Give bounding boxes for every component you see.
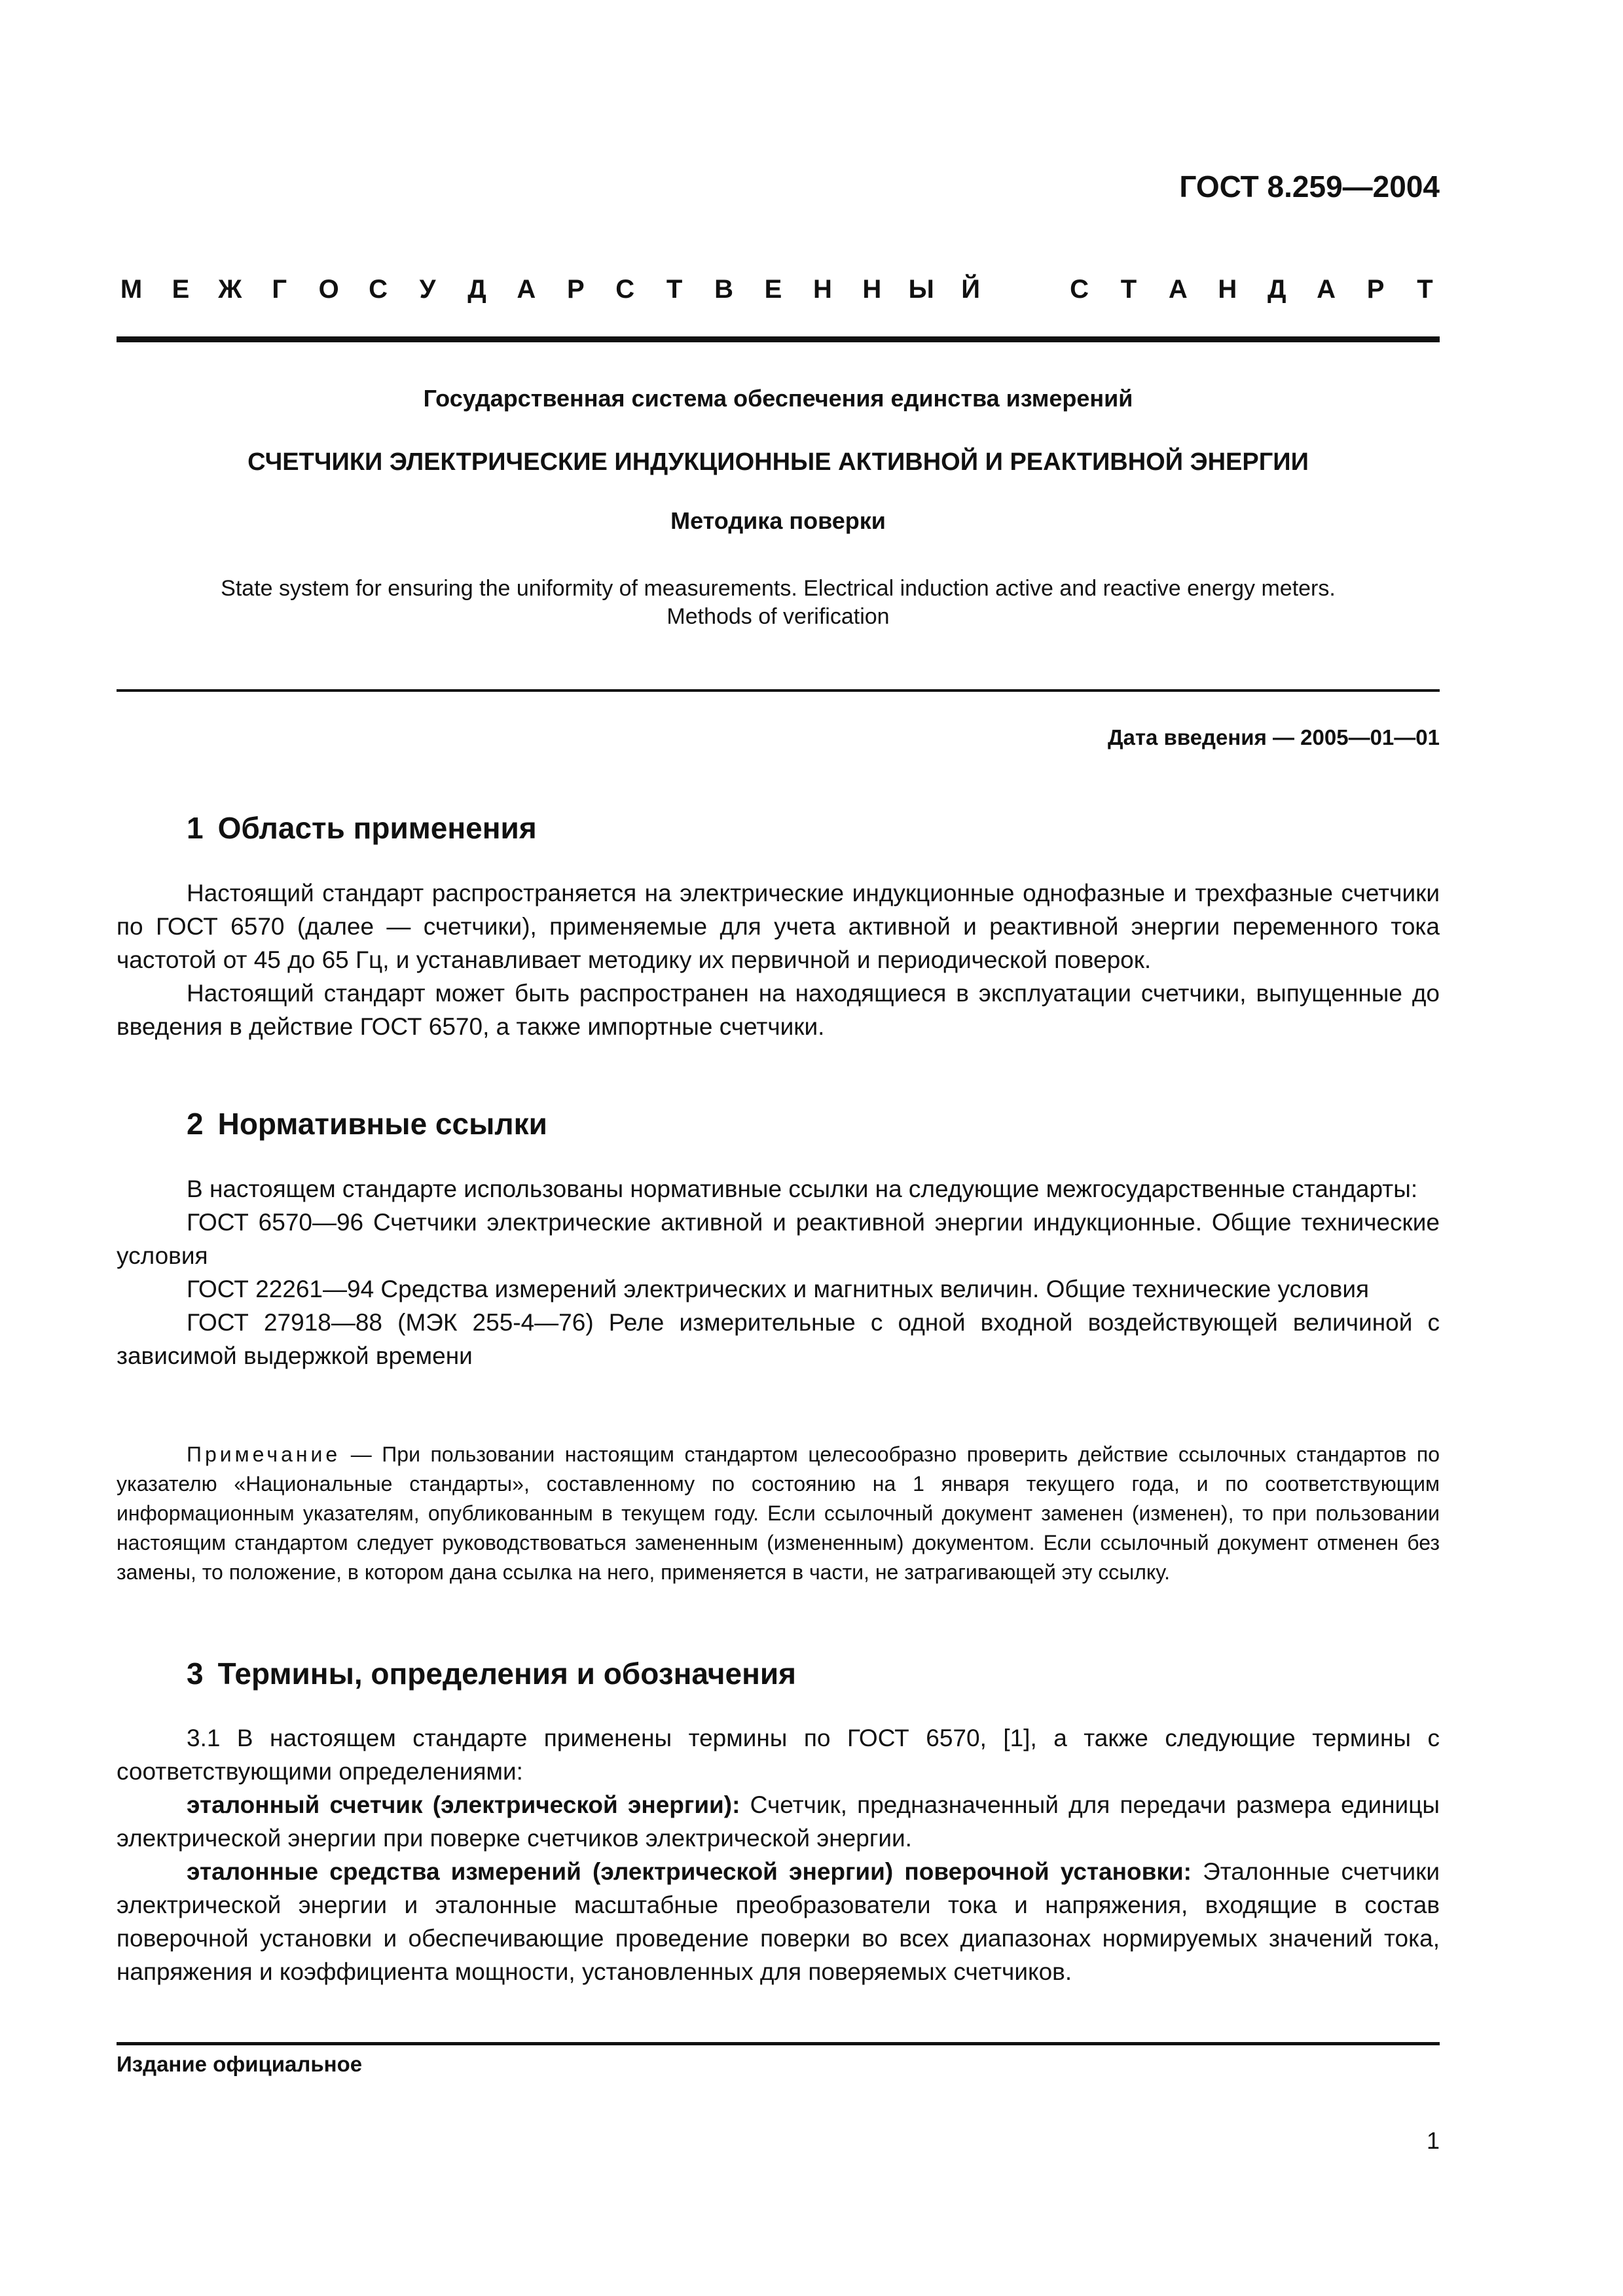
section-3-heading [187, 1656, 796, 1691]
system-title: Государственная система обеспечения единства измерений [423, 385, 1133, 412]
banner-letter: А [1317, 275, 1336, 304]
banner-letter: Р [1366, 275, 1385, 304]
term: эталонные средства измерений (электрической энергии) поверочной установки: [187, 1858, 1192, 1885]
banner-letter: С [369, 275, 388, 304]
english-title-line: Methods of verification [666, 604, 890, 629]
section-1-body [117, 876, 1440, 1043]
banner-letter: Г [272, 275, 287, 304]
introduction-date: Дата введения — 2005—01—01 [1108, 725, 1440, 749]
english-title-line: State system for ensuring the uniformity of measurements. Electrical induction active and reactive energy meters. [221, 576, 1336, 601]
banner-letter: У [419, 275, 436, 304]
term-definition [117, 1855, 1440, 1988]
banner-letter: Е [764, 275, 782, 304]
section-title: Термины, определения и обозначения [217, 1657, 796, 1691]
banner-letter: А [1168, 275, 1188, 304]
normative-reference: ГОСТ 22261—94 Средства измерений электрических и магнитных величин. Общие технические условия [187, 1276, 1370, 1302]
banner-word-gap [1006, 275, 1045, 304]
banner-letter: Е [172, 275, 190, 304]
page-number: 1 [1426, 2127, 1440, 2154]
banner-letter: Ж [218, 275, 242, 304]
standard-number: ГОСТ 8.259—2004 [1179, 170, 1440, 204]
section-3-body [117, 1721, 1440, 1988]
banner-letter: Н [862, 275, 882, 304]
banner-letter: А [517, 275, 536, 304]
section-number: 2 [187, 1107, 204, 1141]
banner-letter: Н [812, 275, 832, 304]
definition: Счетчик, предназначенный для передачи размера единицы электрической энергии при поверке счетчиков электрической энергии. [117, 1791, 1440, 1852]
banner-letter: Н [1218, 275, 1237, 304]
banner-letter: Т [1120, 275, 1137, 304]
banner-letter: Д [467, 275, 486, 304]
normative-reference: ГОСТ 27918—88 (МЭК 255-4—76) Реле измерительные с одной входной воздействующей величиной с зависимой выдержкой времени [117, 1309, 1440, 1369]
definition: Эталонные счетчики электрической энергии и эталонные масштабные преобразователи тока и напряжения, входящие в состав поверочной установки и обеспечивающие проведение поверки во всех диапазонах нормируемых значений тока, напряжения и коэффициента мощности, установленных для поверяемых счетчиков. [117, 1858, 1440, 1985]
banner-letter: Т [1417, 275, 1433, 304]
section-2-heading [187, 1106, 547, 1141]
banner-letter: С [615, 275, 635, 304]
banner-letter: М [120, 275, 143, 304]
banner-letter: В [714, 275, 733, 304]
paragraph: Настоящий стандарт распространяется на электрические индукционные однофазные и трехфазные счетчики по ГОСТ 6570 (далее — счетчики), применяемые для учета активной и реактивной энергии переменного тока частотой от 45 до 65 Гц, и устанавливает методику их первичной и периодической поверок. [117, 880, 1440, 973]
paragraph: 3.1 В настоящем стандарте применены термины по ГОСТ 6570, [1], а также следующие термины с соответствующими определениями: [117, 1725, 1440, 1785]
note-label: Примечание [187, 1443, 341, 1466]
section-title: Область применения [217, 811, 537, 845]
section-2-note [117, 1440, 1440, 1587]
footer-rule [117, 2042, 1440, 2045]
banner-letter: Т [666, 275, 683, 304]
banner-letter: Ы [908, 275, 934, 304]
banner-letter: С [1070, 275, 1089, 304]
section-number: 3 [187, 1657, 204, 1691]
edition-label: Издание официальное [117, 2052, 363, 2076]
document-subtitle: Методика поверки [670, 507, 886, 534]
document-title: СЧЕТЧИКИ ЭЛЕКТРИЧЕСКИЕ ИНДУКЦИОННЫЕ АКТИВНОЙ И РЕАКТИВНОЙ ЭНЕРГИИ [247, 448, 1309, 476]
term-definition [117, 1788, 1440, 1855]
english-title [117, 575, 1440, 631]
title-rule [117, 689, 1440, 692]
section-number: 1 [187, 811, 204, 845]
section-2-body [117, 1172, 1440, 1372]
paragraph: В настоящем стандарте использованы нормативные ссылки на следующие межгосударственные стандарты: [187, 1175, 1418, 1202]
banner-letter: Р [566, 275, 585, 304]
header-rule [117, 336, 1440, 342]
normative-reference: ГОСТ 6570—96 Счетчики электрические активной и реактивной энергии индукционные. Общие технические условия [117, 1209, 1440, 1269]
banner-letter: Д [1267, 275, 1286, 304]
section-1-heading [187, 810, 537, 846]
note-paragraph [117, 1440, 1440, 1587]
banner-letter: Й [961, 275, 981, 304]
banner-letter: О [318, 275, 339, 304]
term: эталонный счетчик (электрической энергии): [187, 1791, 740, 1818]
paragraph: Настоящий стандарт может быть распространен на находящиеся в эксплуатации счетчики, выпущенные до введения в действие ГОСТ 6570, а также импортные счетчики. [117, 980, 1440, 1040]
note-text: — При пользовании настоящим стандартом целесообразно проверить действие ссылочных стандартов по указателю «Национальные стандарты», составленному по состоянию на 1 января текущего года, и по соответствующим информационным указателям, опубликованным в текущем году. Если ссылочный документ заменен (изменен), то при пользовании настоящим стандартом следует руководствоваться замененным (измененным) документом. Если ссылочный документ отменен без замены, то положение, в котором дана ссылка на него, применяется в части, не затрагивающей эту ссылку. [117, 1443, 1440, 1584]
section-title: Нормативные ссылки [217, 1107, 547, 1141]
interstate-standard-banner [117, 275, 1440, 304]
